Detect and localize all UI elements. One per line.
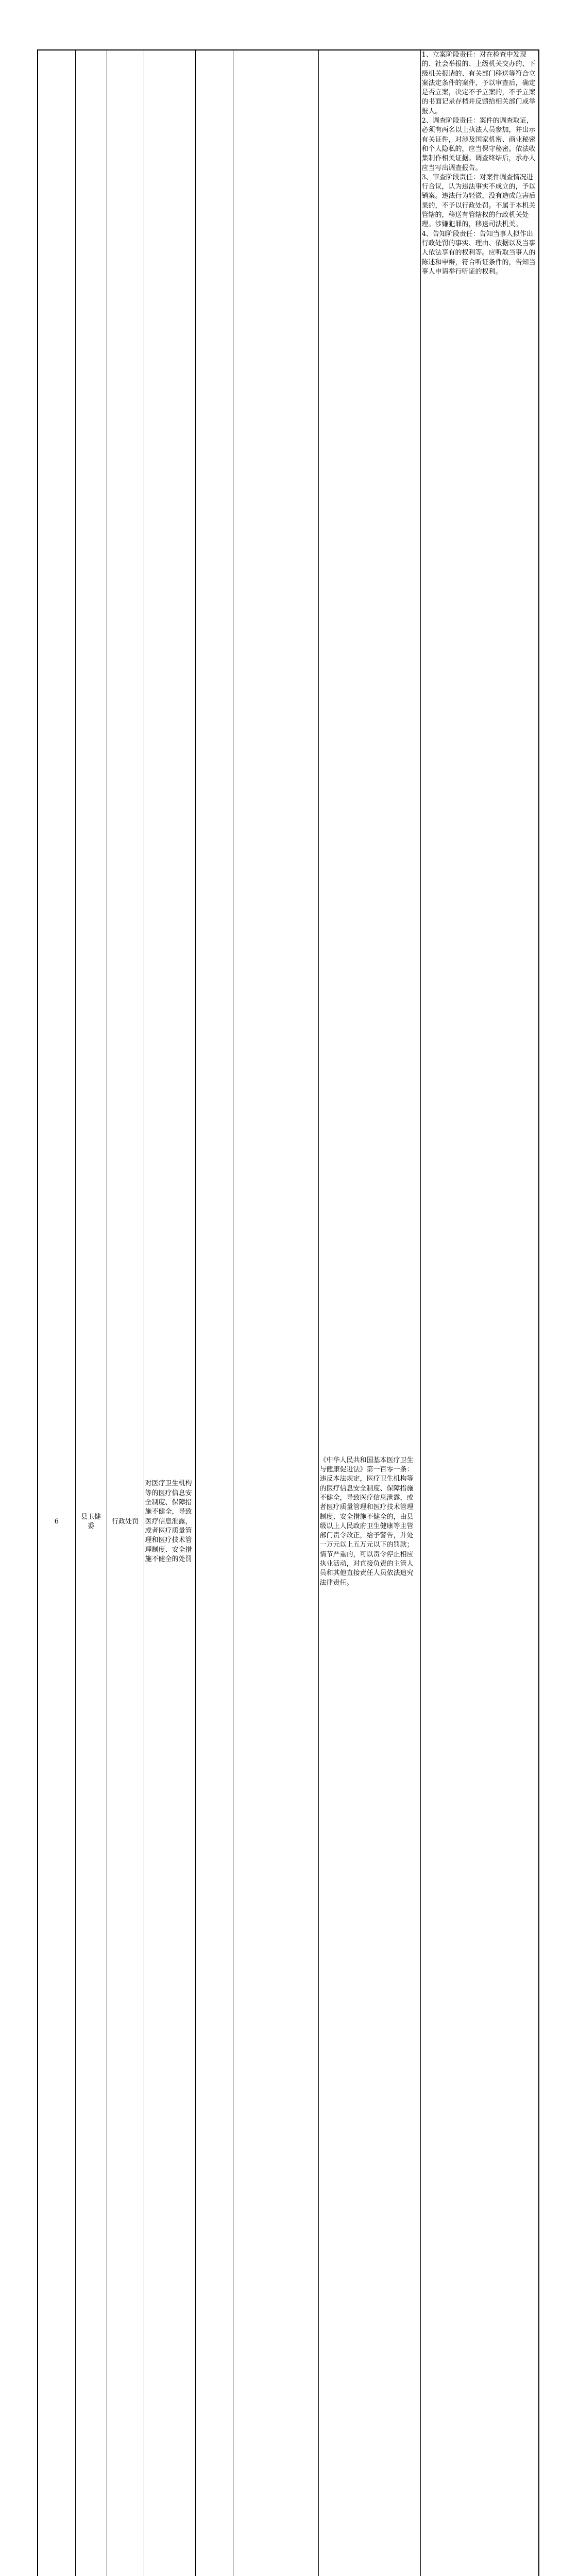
responsibility-item: 2、调查阶段责任：案件的调查取证，必须有两名以上执法人员参加，并出示有关证件，对涉及国家机密、商业秘密和个人隐私的，应当保守秘密。依法收集制作相关证据。调查终结后，承办人应当写出调查报告。 <box>421 117 536 172</box>
sub-item-cell <box>195 50 233 2576</box>
item-name-cell: 对医疗卫生机构等的医疗信息安全制度、保障措施不健全，导致医疗信息泄露，或者医疗质量管理和医疗技术管理制度、安全措施不健全的处罚 <box>144 50 195 2576</box>
responsibility-item: 4、告知阶段责任：告知当事人拟作出行政处罚的事实、理由、依据以及当事人依法享有的权利等。应听取当事人的陈述和申辩，符合听证条件的，告知当事人申请举行听证的权利。 <box>421 230 536 276</box>
responsibility-item: 3、审查阶段责任：对案件调查情况进行合议，认为违法事实不成立的，予以销案。违法行为轻微，没有造成危害后果的，不予以行政处罚。不属于本机关管辖的，移送有管辖权的行政机关处理。涉嫌犯罪的，移送司法机关。 <box>421 173 536 229</box>
power-type-cell: 行政处罚 <box>107 50 144 2576</box>
responsibility-item: 1、立案阶段责任：对在检查中发现的、社会举报的、上级机关交办的、下级机关报请的、有关部门移送等符合立案法定条件的案件，予以审查后，确定是否立案，决定不予立案的，不予立案的书面记录存档并反馈给相关部门或举报人。 <box>421 51 536 115</box>
legal-basis-cell: 《中华人民共和国基本医疗卫生与健康促进法》第一百零一条：违反本法规定，医疗卫生机构等的医疗信息安全制度、保障措施不健全，导致医疗信息泄露，或者医疗质量管理和医疗技术管理制度、安全措施不健全的，由县级以上人民政府卫生健康等主管部门责令改正，给予警告，并处一万元以上五万元以下的罚款；情节严重的，可以责令停止相应执业活动，对直接负责的主管人员和其他直接责任人员依法追究法律责任。 <box>318 50 420 2576</box>
row-number: 6 <box>38 50 75 2576</box>
code-cell <box>233 50 318 2576</box>
department-cell: 县卫健委 <box>75 50 107 2576</box>
power-list-table <box>37 49 539 2576</box>
responsibility-cell <box>420 50 539 2576</box>
table-row <box>38 50 539 2576</box>
